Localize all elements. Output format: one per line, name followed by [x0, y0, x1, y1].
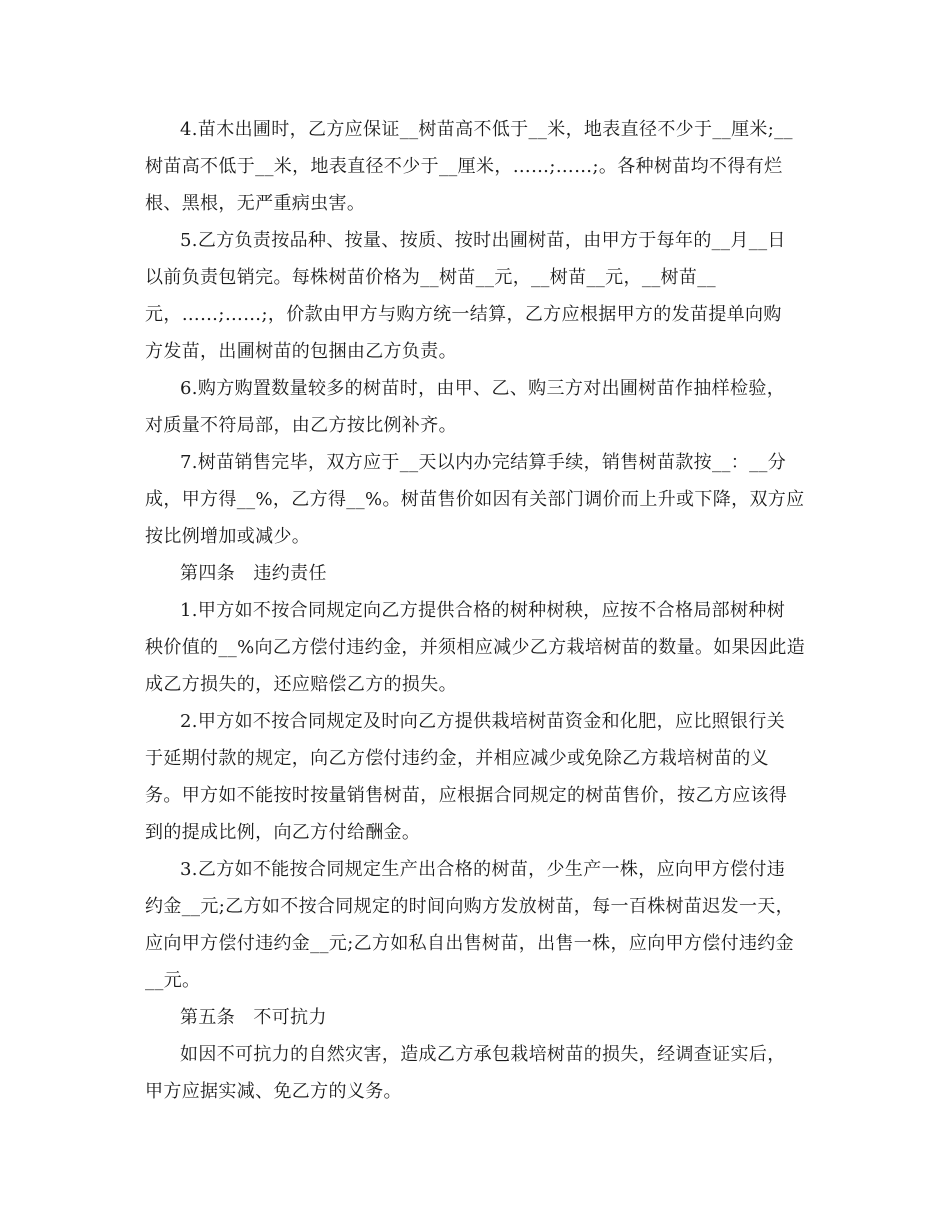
clause-3-item-5-line-3: 元，……;……;，价款由甲方与购方统一结算，乙方应根据甲方的发苗提单向购 [145, 304, 782, 325]
clause-4-item-3-line-3: 应向甲方偿付违约金__元;乙方如私自出售树苗，出售一株，应向甲方偿付违约金 [145, 933, 795, 954]
clause-4-item-1-line-3: 成乙方损失的，还应赔偿乙方的损失。 [145, 674, 457, 695]
clause-4-item-2-line-1: 2.甲方如不按合同规定及时向乙方提供栽培树苗资金和化肥，应比照银行关 [180, 711, 786, 732]
clause-4-item-1-line-1: 1.甲方如不按合同规定向乙方提供合格的树种树秧，应按不合格局部树种树 [180, 600, 786, 621]
clause-3-item-4-line-1: 4.苗木出圃时，乙方应保证__树苗高不低于__米，地表直径不少于__厘米;__ [180, 119, 793, 140]
clause-3-item-6-line-2: 对质量不符局部，由乙方按比例补齐。 [145, 415, 457, 436]
clause-3-item-5-line-2: 以前负责包销完。每株树苗价格为__树苗__元，__树苗__元，__树苗__ [145, 267, 716, 288]
clause-5-body-line-2: 甲方应据实减、免乙方的义务。 [145, 1081, 402, 1102]
clause-4-item-2-line-3: 务。甲方如不能按时按量销售树苗，应根据合同规定的树苗售价，按乙方应该得 [145, 785, 788, 806]
clause-3-item-7-line-3: 按比例增加或减少。 [145, 526, 311, 547]
clause-3-item-5-line-1: 5.乙方负责按品种、按量、按质、按时出圃树苗，由甲方于每年的__月__日 [180, 230, 786, 251]
clause-4-item-2-line-4: 到的提成比例，向乙方付给酬金。 [145, 822, 421, 843]
clause-3-item-4-line-2: 树苗高不低于__米，地表直径不少于__厘米，……;……;。各种树苗均不得有烂 [145, 156, 783, 177]
clause-4-item-3-line-1: 3.乙方如不能按合同规定生产出合格的树苗，少生产一株，应向甲方偿付违 [180, 859, 786, 880]
clause-4-item-3-line-2: 约金__元;乙方如不按合同规定的时间向购方发放树苗，每一百株树苗迟发一天， [145, 896, 795, 917]
clause-4-item-1-line-2: 秧价值的__%向乙方偿付违约金，并须相应减少乙方栽培树苗的数量。如果因此造 [145, 637, 806, 658]
clause-5-body-line-1: 如因不可抗力的自然灾害，造成乙方承包栽培树苗的损失，经调查证实后， [180, 1044, 786, 1065]
clause-3-item-7-line-2: 成，甲方得__%，乙方得__%。树苗售价如因有关部门调价而上升或下降，双方应 [145, 489, 805, 510]
clause-3-item-4-line-3: 根、黑根，无严重病虫害。 [145, 193, 366, 214]
section-heading-4: 第四条 违约责任 [180, 563, 327, 584]
clause-3-item-7-line-1: 7.树苗销售完毕，双方应于__天以内办完结算手续，销售树苗款按__：__分 [180, 452, 787, 473]
clause-4-item-2-line-2: 于延期付款的规定，向乙方偿付违约金，并相应减少或免除乙方栽培树苗的义 [145, 748, 769, 769]
clause-3-item-6-line-1: 6.购方购置数量较多的树苗时，由甲、乙、购三方对出圃树苗作抽样检验， [180, 378, 786, 399]
clause-3-item-5-line-4: 方发苗，出圃树苗的包捆由乙方负责。 [145, 341, 457, 362]
section-heading-5: 第五条 不可抗力 [180, 1007, 327, 1028]
clause-4-item-3-line-4: __元。 [145, 970, 201, 991]
